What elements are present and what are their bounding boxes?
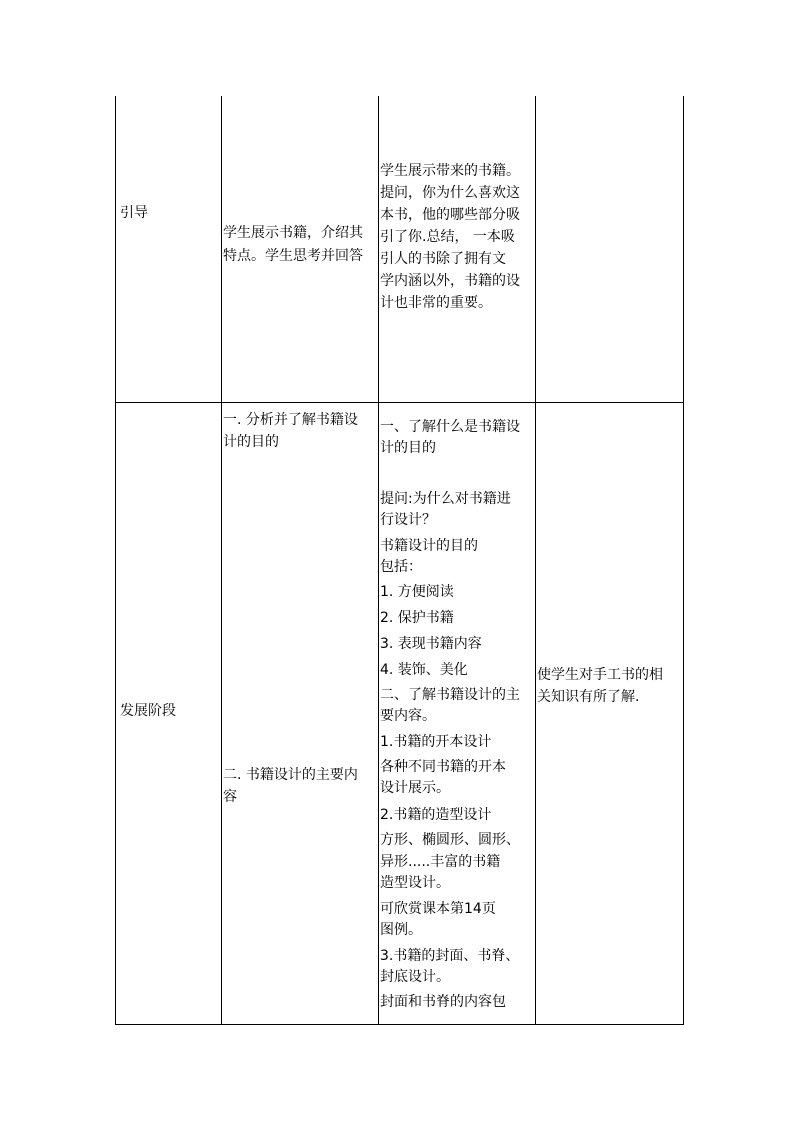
- teacher-activity-line: 3.书籍的封面、书脊、: [380, 948, 520, 964]
- table-border-right: [683, 96, 684, 1025]
- teacher-activity-line: 行设计？: [380, 512, 436, 528]
- table-border-left: [115, 96, 116, 1025]
- table-divider-2: [378, 96, 379, 1025]
- teacher-activity-line: 计也非常的重要。: [380, 295, 492, 311]
- table-border-bottom: [115, 1024, 684, 1025]
- table-divider-3: [535, 96, 536, 1025]
- student-activity-line: 特点。学生思考并回答: [223, 248, 363, 264]
- teacher-activity-line: 图例。: [380, 922, 422, 938]
- teacher-activity-line: 方形、椭圆形、圆形、: [380, 832, 520, 848]
- design-intent-line: 使学生对手工书的相: [537, 667, 663, 683]
- teacher-activity-line: 造型设计。: [380, 875, 450, 891]
- teacher-activity-line: 2.书籍的造型设计: [380, 807, 492, 823]
- teacher-activity-line: 提问，你为什么喜欢这: [380, 185, 520, 201]
- design-intent-line: 关知识有所了解.: [537, 689, 640, 705]
- teacher-activity-line: 提问:为什么对书籍进: [380, 491, 511, 507]
- teacher-activity-line: 要内容。: [380, 708, 436, 724]
- teacher-activity-line: 4. 装饰、美化: [380, 662, 468, 678]
- teacher-activity-line: 1. 方便阅读: [380, 584, 454, 600]
- teacher-activity-line: 1.书籍的开本设计: [380, 734, 492, 750]
- teacher-activity-line: 2. 保护书籍: [380, 610, 454, 626]
- teacher-activity-line: 一、了解什么是书籍设: [380, 419, 520, 435]
- teacher-activity-line: 设计展示。: [380, 780, 450, 796]
- student-activity-line: 学生展示书籍，介绍其: [223, 225, 363, 241]
- row-divider: [115, 402, 684, 403]
- teacher-activity-line: 各种不同书籍的开本: [380, 759, 506, 775]
- student-activity-line: 容: [223, 789, 237, 805]
- teacher-activity-line: 二、了解书籍设计的主: [380, 687, 520, 703]
- student-activity-line: 二. 书籍设计的主要内: [223, 767, 358, 783]
- teacher-activity-line: 3. 表现书籍内容: [380, 636, 482, 652]
- teacher-activity-line: 异形.....丰富的书籍: [380, 854, 501, 870]
- teacher-activity-line: 学内涵以外，书籍的设: [380, 273, 520, 289]
- student-activity-line: 一. 分析并了解书籍设: [223, 412, 358, 428]
- teacher-activity-line: 书籍设计的目的: [380, 538, 478, 554]
- teacher-activity-line: 可欣赏课本第14页: [380, 901, 496, 917]
- teacher-activity-line: 引了你.总结， 一本吸: [380, 229, 515, 245]
- teacher-activity-line: 本书，他的哪些部分吸: [380, 207, 520, 223]
- teacher-activity-line: 学生展示带来的书籍。: [380, 163, 520, 179]
- stage-cell: 发展阶段: [120, 703, 176, 719]
- teacher-activity-line: 包括：: [380, 559, 422, 575]
- table-divider-1: [221, 96, 222, 1025]
- teacher-activity-line: 引人的书除了拥有文: [380, 251, 506, 267]
- stage-cell: 引导: [120, 205, 148, 221]
- teacher-activity-line: 封面和书脊的内容包: [380, 994, 506, 1010]
- teacher-activity-line: 计的目的: [380, 440, 436, 456]
- student-activity-line: 计的目的: [223, 434, 279, 450]
- teacher-activity-line: 封底设计。: [380, 969, 450, 985]
